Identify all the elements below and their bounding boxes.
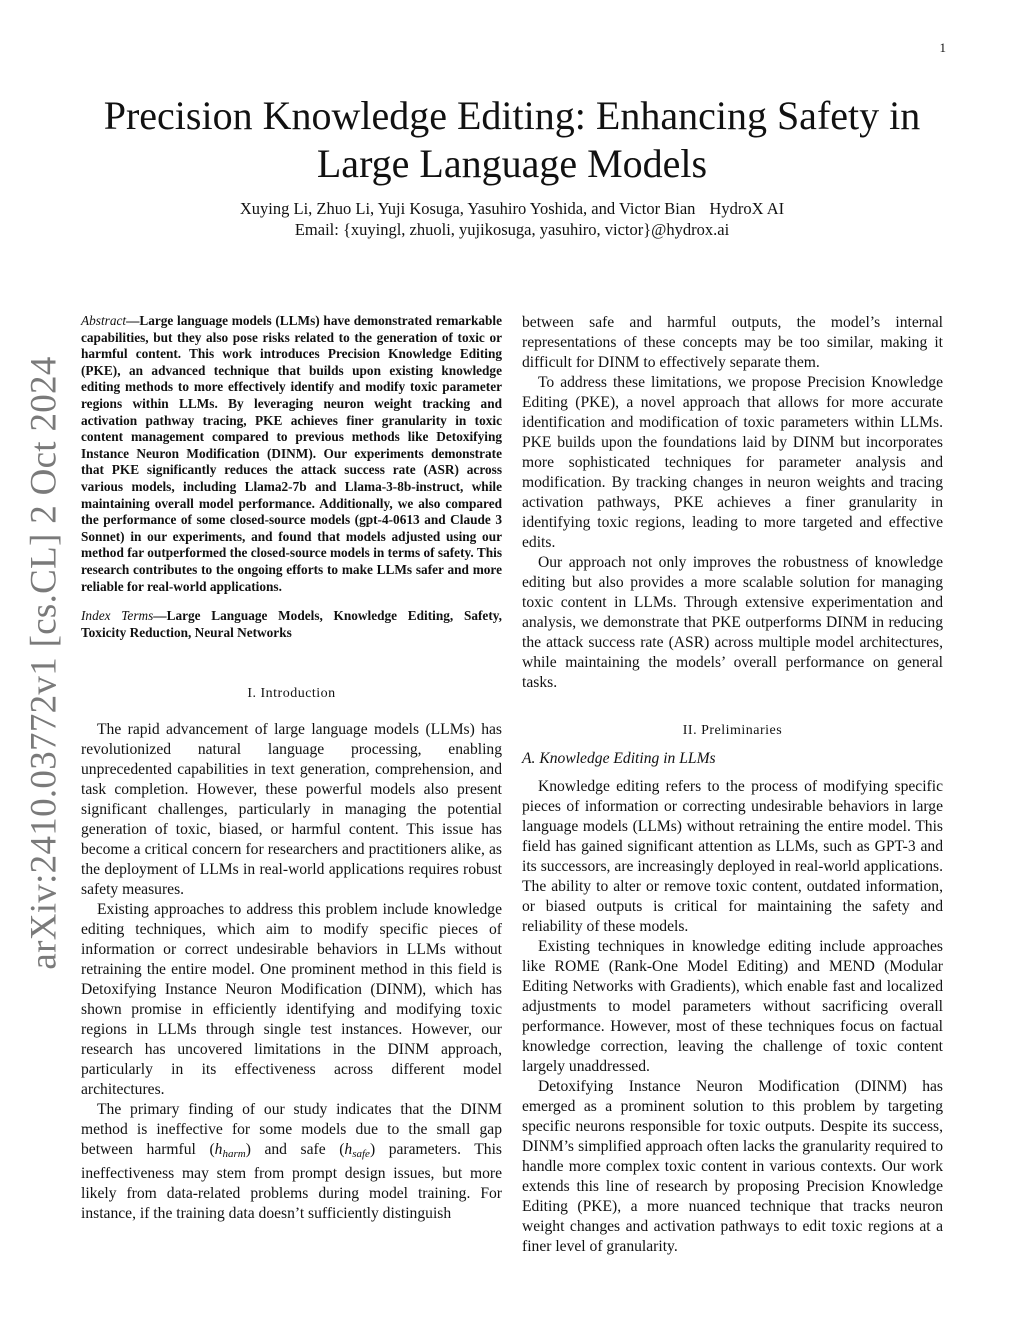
intro-paragraph-5: Our approach not only improves the robustness of knowledge editing but also provides a more scalable solution for managing toxic content in LLMs. Through extensive experimentation and analysis, we demonstrate that PKE outperforms DINM in reducing the attack success rate (ASR) across multiple model architectures, while maintaining the models’ overall performance on general tasks. <box>522 554 943 691</box>
page-number: 1 <box>939 40 946 55</box>
intro-paragraph-4: To address these limitations, we propose Precision Knowledge Editing (PKE), a novel approach that allows for more accurate identification and modification of toxic parameters within LLMs. PKE builds upon the foundations laid by DINM but incorporates more sophisticated techniques for parameter analysis and modification. By tracking changes in neuron weights and tracing activation pathways, PKE achieves a finer granularity in identifying toxic regions, leading to more targeted and effective edits. <box>522 374 943 551</box>
subsection-heading-knowledge-editing: A. Knowledge Editing in LLMs <box>522 750 716 767</box>
author-block <box>80 198 944 240</box>
index-terms <box>81 608 502 641</box>
prelim-paragraph-1: Knowledge editing refers to the process of modifying specific pieces of information or correcting undesirable behaviors in large language models (LLMs) without retraining the entire model. This field has gained significant attention as LLMs, such as GPT-3 and its successors, are increasingly deployed in real-world applications. The ability to alter or remove toxic content, outdated information, or biased outputs is critical for maintaining the safety and reliability of these models. <box>522 778 943 935</box>
arxiv-watermark <box>14 356 74 970</box>
index-terms-text: —Large Language Models, Knowledge Editing, Safety, Toxicity Reduction, Neural Networks <box>81 608 502 640</box>
intro-paragraph-3: The primary finding of our study indicates that the DINM method is ineffective for some models due to the small gap between harmful $(h_{harm})$ and safe $(h_{safe})$ parameters. This ineffectiveness may stem from prompt design issues, but more likely from data-related problems during model training. For instance, if the training data doesn’t sufficiently distinguish <box>81 1101 503 1223</box>
affiliation: HydroX AI <box>709 199 785 218</box>
section-heading-preliminaries: II. Preliminaries <box>682 723 783 738</box>
harm-subscript: harm <box>222 1148 246 1161</box>
abstract-text: —Large language models (LLMs) have demonstrated remarkable capabilities, but they also pose risks related to the generation of toxic or harmful content. This work introduces Precision Knowledge Editing (PKE), an advanced technique that builds upon existing knowledge editing methods to more effectively identify and modify toxic parameter regions within LLMs. By leveraging neuron weight tracking and activation pathway tracing, PKE achieves finer granularity in toxic content management compared to previous methods like Detoxifying Instance Neuron Modification (DINM). Our experiments demonstrate that PKE significantly reduces the attack success rate (ASR) across various models, including Llama2-7b and Llama-3-8b-instruct, while maintaining overall model performance. Additionally, we also compared the performance of some closed-source models (gpt-4-0613 and Claude 3 Sonnet) in our experiments, and found that models adjusted using our method far outperformed the closed-source models in terms of safety. This research contributes to the ongoing efforts to make LLMs safer and more reliable for real-world applications. <box>81 313 502 594</box>
email-line: Email: {xuyingl, zhuoli, yujikosuga, yasuhiro, victor}@hydrox.ai <box>294 220 730 239</box>
arxiv-id: arXiv:2410.03772v1 [cs.CL] 2 Oct 2024 <box>23 356 65 970</box>
intro-paragraph-3-continued: between safe and harmful outputs, the model’s internal representations of these concepts may be too similar, making it difficult for DINM to effectively separate them. <box>522 314 943 371</box>
right-column <box>522 313 943 1257</box>
intro-paragraph-1: The rapid advancement of large language models (LLMs) has revolutionized natural language processing, enabling unprecedented capabilities in text generation, comprehension, and task completion. However, these powerful models also present significant challenges, particularly in managing the potential generation of toxic, biased, or harmful content. This issue has become a critical concern for researchers and practitioners alike, as the deployment of LLMs in real-world applications requires robust safety measures. <box>81 721 502 899</box>
prelim-paragraph-3: Detoxifying Instance Neuron Modification (DINM) has emerged as a prominent solution to this problem by targeting specific neurons responsible for toxic outputs. Despite its success, DINM’s simplified approach often lacks the granularity required to handle more complex toxic content in various contexts. Our work extends this line of research by proposing Precision Knowledge Editing (PKE), a more nuanced technique that tracks neuron weight changes and activation pathways to edit toxic regions at a finer level of granularity. <box>522 1078 943 1255</box>
abstract-label: Abstract <box>81 313 127 328</box>
paper-title: Precision Knowledge Editing: Enhancing Safety in Large Language Models <box>103 93 921 186</box>
left-column <box>81 313 502 1224</box>
safe-subscript: safe <box>352 1148 370 1161</box>
abstract <box>81 313 502 595</box>
intro-paragraph-2: Existing approaches to address this problem include knowledge editing techniques, which aim to modify specific pieces of information or correct undesirable behaviors in LLMs without retraining the entire model. One prominent method in this field is Detoxifying Instance Neuron Modification (DINM), which has shown promise in efficiently identifying and modifying toxic regions in LLMs through single test instances. However, our research has uncovered limitations in the DINM approach, particularly in its effectiveness across different model architectures. <box>81 901 502 1099</box>
section-heading-introduction: I. Introduction <box>247 686 336 702</box>
prelim-paragraph-2: Existing techniques in knowledge editing include approaches like ROME (Rank-One Model Editing) and MEND (Modular Editing Networks with Gradients), which enable fast and localized adjustments to model parameters without sacrificing overall performance. However, most of these techniques focus on factual knowledge correction, leaving the challenge of toxic content largely unaddressed. <box>522 938 943 1075</box>
author-list: Xuying Li, Zhuo Li, Yuji Kosuga, Yasuhiro Yoshida, and Victor Bian <box>239 199 696 218</box>
index-terms-label: Index Terms <box>81 608 154 624</box>
